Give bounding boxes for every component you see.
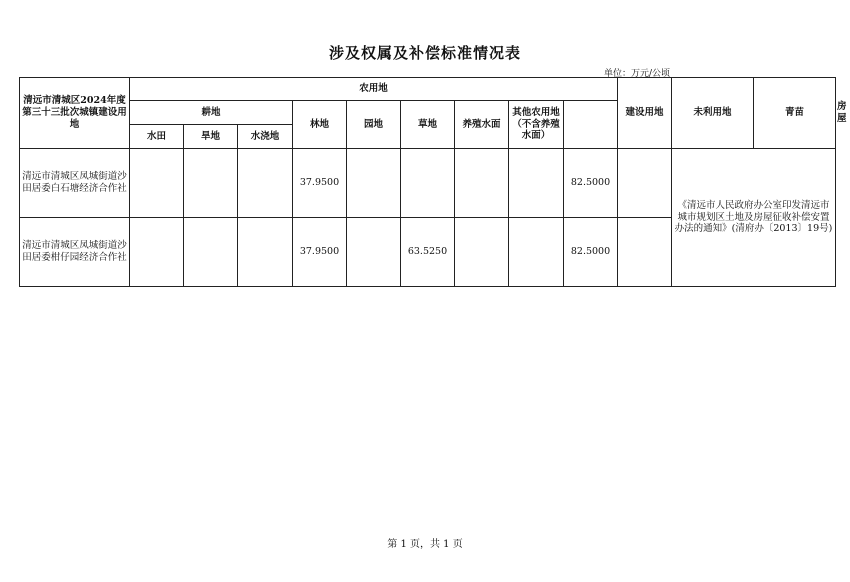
- aquaculture-cell: [455, 149, 509, 218]
- unused-cell: [618, 149, 672, 218]
- garden-cell: [347, 218, 401, 287]
- paddy-cell: [130, 218, 184, 287]
- agricultural-land-header: 农用地: [130, 78, 618, 101]
- compensation-basis-note: 《清远市人民政府办公室印发清远市城市规划区土地及房屋征收补偿安置办法的通知》(清府办〔2013〕19号): [672, 149, 836, 287]
- irrigated-cell: [238, 149, 293, 218]
- other-agri-header: 其他农用地（不含养殖水面）: [509, 101, 564, 149]
- irrigated-header: 水浇地: [238, 125, 293, 149]
- unused-land-header: 未利用地: [672, 78, 754, 149]
- paddy-cell: [130, 149, 184, 218]
- paddy-header: 水田: [130, 125, 184, 149]
- page-footer: 第 1 页，共 1 页: [387, 539, 463, 550]
- grass-cell: [401, 149, 455, 218]
- row-name: 清远市清城区凤城街道沙田居委白石塘经济合作社: [20, 149, 130, 218]
- unused-cell: [618, 218, 672, 287]
- aquaculture-cell: [455, 218, 509, 287]
- header-row-1: 清远市清城区2024年度第三十三批次城镇建设用地 农用地 建设用地 未利用地 青苗 房屋: [20, 78, 836, 101]
- forest-cell: 37.9500: [293, 149, 347, 218]
- dry-cell: [184, 149, 238, 218]
- grass-header: 草地: [401, 101, 455, 149]
- compensation-table: [19, 77, 847, 287]
- document-title: 涉及权属及补偿标准情况表: [328, 44, 521, 62]
- construction-land-header: 建设用地: [618, 78, 672, 149]
- dry-header: 旱地: [184, 125, 238, 149]
- crops-header: 青苗: [754, 78, 836, 149]
- construction-cell: 82.5000: [564, 149, 618, 218]
- row-name: 清远市清城区凤城街道沙田居委柑仔园经济合作社: [20, 218, 130, 287]
- aquaculture-header: 养殖水面: [455, 101, 509, 149]
- forest-cell: 37.9500: [293, 218, 347, 287]
- row-header-cell: 清远市清城区2024年度第三十三批次城镇建设用地: [20, 78, 130, 149]
- construction-cell: 82.5000: [564, 218, 618, 287]
- other-agri-cell: [509, 149, 564, 218]
- other-agri-cell: [509, 218, 564, 287]
- cultivated-land-header: 耕地: [130, 101, 293, 125]
- table-row: [20, 149, 836, 218]
- forest-header: 林地: [293, 101, 347, 149]
- dry-cell: [184, 218, 238, 287]
- grass-cell: 63.5250: [401, 218, 455, 287]
- irrigated-cell: [238, 218, 293, 287]
- unit-label: 单位：万元/公顷: [604, 69, 671, 79]
- garden-header: 园地: [347, 101, 401, 149]
- garden-cell: [347, 149, 401, 218]
